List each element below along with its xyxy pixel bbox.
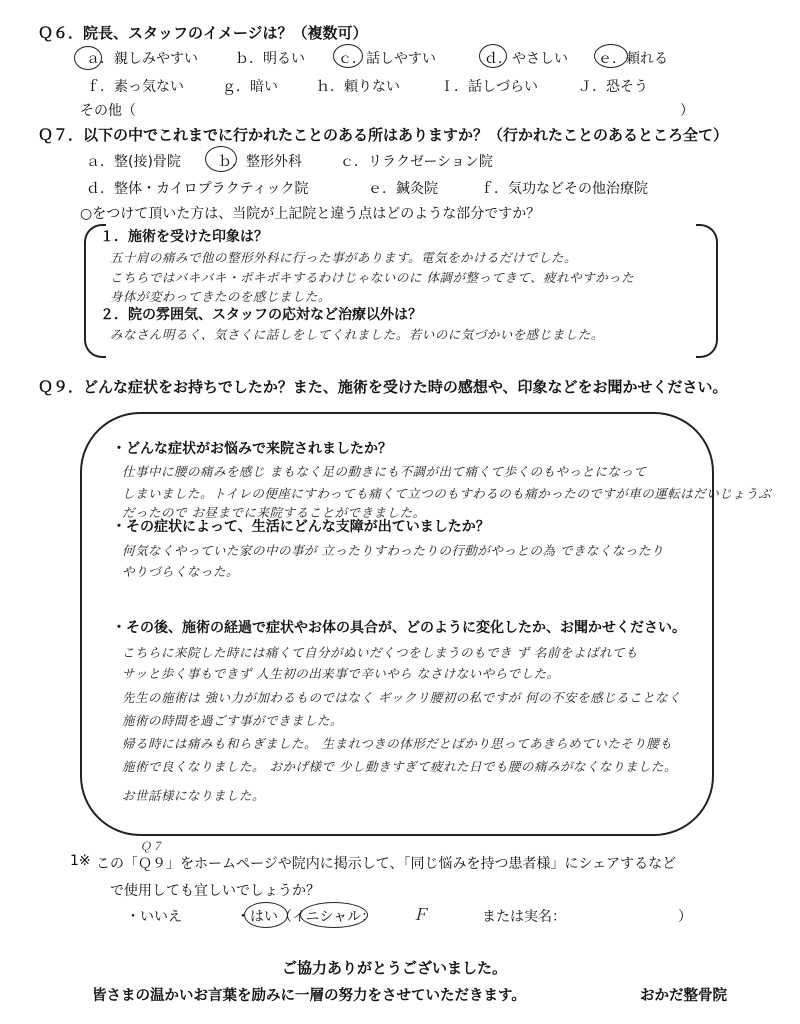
q7-sub1-answer-line2: こちらではバキバキ・ポキポキするわけじゃないのに 体調が整ってきて、疲れやすかった bbox=[110, 270, 635, 285]
q6-circle-d bbox=[479, 44, 507, 68]
q9-title: Ｑ９．どんな症状をお持ちでしたか？また、施術を受けた時の感想や、印象などをお聞かせください。 bbox=[38, 378, 728, 396]
q7-option-f[interactable]: ｆ．気功などその他治療院 bbox=[480, 181, 648, 197]
q7-option-d[interactable]: ｄ．整体・カイロプラクティック院 bbox=[86, 181, 309, 197]
consent-annotation: Ｑ７ bbox=[140, 840, 163, 853]
q7-circle-b bbox=[205, 146, 237, 172]
consent-text2: で使用しても宜しいでしょうか？ bbox=[110, 883, 320, 899]
q9-p3-answer-line7: お世話様になりました。 bbox=[122, 788, 266, 803]
q6-option-f[interactable]: ｆ．素っ気ない bbox=[86, 79, 184, 95]
consent-initial-circle bbox=[300, 902, 368, 928]
footer-message: 皆さまの温かいお言葉を励みに一層の努力をさせていただきます。 bbox=[92, 988, 526, 1004]
q9-p1-answer-line1: 仕事中に腰の痛みを感じ まもなく足の動きにも不調が出て痛くて歩くのもやっとになって bbox=[122, 464, 647, 479]
q6-option-e[interactable]: ｅ．頼れる bbox=[598, 51, 668, 67]
q9-prompt2: ・その症状によって、生活にどんな支障が出ていましたか？ bbox=[112, 519, 490, 535]
consent-yes-circle bbox=[244, 902, 288, 928]
q7-sub1-answer-line3: 身体が変わってきたのを感じました。 bbox=[110, 289, 331, 304]
q6-title: Ｑ６．院長、スタッフのイメージは？（複数可） bbox=[38, 24, 368, 42]
q7-sub1: １．施術を受けた印象は？ bbox=[100, 229, 268, 245]
q7-option-e[interactable]: ｅ．鍼灸院 bbox=[368, 181, 438, 197]
q9-p3-answer-line4: 施術の時間を過ごす事ができました。 bbox=[122, 713, 344, 728]
q9-p2-answer-line1: 何気なくやっていた家の中の事が 立ったりすわったりの行動がやっとの為 できなくなったり bbox=[122, 543, 664, 558]
q6-other-label: その他（ bbox=[80, 103, 136, 119]
q7-sub1-answer-line1: 五十肩の痛みで他の整形外科に行った事があります。電気をかけるだけでした。 bbox=[110, 250, 578, 265]
q9-p3-answer-line5: 帰る時には痛みも和らぎました。 生まれつきの体形だとばかり思ってあきらめていたそり腰も bbox=[122, 736, 673, 751]
q7-followup: ○をつけて頂いた方は、当院が上記院と違う点はどのような部分ですか？ bbox=[80, 206, 541, 222]
consent-realname: または実名： bbox=[482, 909, 566, 925]
q6-other-close: ） bbox=[680, 103, 694, 119]
q6-option-i[interactable]: Ｉ．話しづらい bbox=[440, 79, 538, 95]
q9-p3-answer-line6: 施術で良くなりました。 おかげ様で 少し動きすぎて疲れた日でも腰の痛みがなくなりました。 bbox=[122, 759, 677, 774]
consent-text: この「Ｑ９」をホームページや院内に掲示して、「同じ悩みを持つ患者様」にシェアするなど bbox=[96, 856, 677, 872]
consent-yes[interactable]: ・はい（イニシャル： bbox=[236, 909, 376, 925]
q9-p3-answer-line1: こちらに来院した時には痛くて自分がぬいだくつをしまうのもでき ず 名前をよばれても bbox=[122, 645, 638, 660]
q6-option-d[interactable]: ｄ．やさしい bbox=[484, 51, 568, 67]
q6-option-c[interactable]: ｃ．話しやすい bbox=[338, 51, 436, 67]
q7-option-a[interactable]: ａ．整(接)骨院 bbox=[86, 154, 181, 170]
q9-p2-answer-line2: やりづらくなった。 bbox=[122, 564, 240, 579]
footer-thanks: ご協力ありがとうございました。 bbox=[282, 959, 508, 977]
q6-circle-c bbox=[333, 44, 363, 68]
q6-circle-a bbox=[74, 46, 102, 70]
footer-clinic: おかだ整骨院 bbox=[640, 988, 727, 1004]
q9-prompt3: ・その後、施術の経過で症状やお体の具合が、どのように変化したか、お聞かせください。 bbox=[112, 620, 686, 636]
q7-sub2-answer-line1: みなさん明るく、気さくに話しをしてくれました。若いのに気づかいを感じました。 bbox=[110, 327, 604, 342]
q6-option-j[interactable]: Ｊ．恐そう bbox=[578, 79, 648, 95]
q6-circle-e bbox=[594, 44, 628, 68]
q9-p1-answer-line2: しまいました。トイレの便座にすわっても痛くて立つのもすわるのも痛かったのですが車の運転はだいじょうぶ bbox=[122, 486, 772, 501]
q9-p3-answer-line2: サッと歩く事もできず 人生初の出来事で辛いやら なさけないやらでした。 bbox=[122, 666, 560, 681]
q7-sub2: ２．院の雰囲気、スタッフの応対など治療以外は？ bbox=[100, 307, 422, 323]
q9-prompt1: ・どんな症状がお悩みで来院されましたか？ bbox=[112, 441, 392, 457]
q6-option-g[interactable]: ｇ．暗い bbox=[222, 79, 278, 95]
q7-bracket-right bbox=[696, 224, 718, 358]
q9-p3-answer-line3: 先生の施術は 強い力が加わるものではなく ギックリ腰初の私ですが 何の不安を感じることなく bbox=[122, 690, 682, 705]
consent-initial-value: Ｆ bbox=[412, 905, 429, 924]
q7-option-c[interactable]: ｃ．リラクゼーション院 bbox=[340, 154, 493, 170]
q7-title: Ｑ７．以下の中でこれまでに行かれたことのある所はありますか？（行かれたことのあるところ全て） bbox=[38, 126, 729, 144]
consent-no[interactable]: ・いいえ bbox=[126, 909, 182, 925]
q7-option-b[interactable]: ｂ．整形外科 bbox=[218, 154, 302, 170]
q6-option-h[interactable]: ｈ．頼りない bbox=[316, 79, 400, 95]
q9-p1-answer-line3: だったので お昼までに来院することができました。 bbox=[122, 505, 426, 520]
q6-option-b[interactable]: ｂ．明るい bbox=[235, 51, 305, 67]
q6-option-a[interactable]: ａ．親しみやすい bbox=[86, 51, 198, 67]
consent-close: ） bbox=[678, 909, 692, 925]
consent-prefix: 1※ bbox=[70, 853, 91, 869]
